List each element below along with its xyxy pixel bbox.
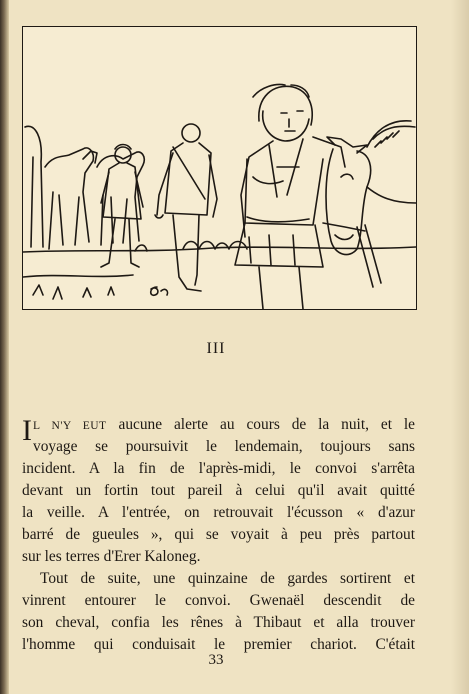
paragraph-1-line-6: barré de gueules », qui se voyait à peu près partout bbox=[22, 526, 415, 543]
paragraph-2-line-4: l'homme qui conduisait le premier chariot. C'était bbox=[22, 636, 415, 653]
paragraph-1-line-2: voyage se poursuivit le lendemain, toujours sans bbox=[33, 438, 415, 455]
paragraph-1-line-4: devant un fortin tout pareil à celui qu'il avait quitté bbox=[22, 482, 415, 499]
paragraph-1-line-1-rest: aucune alerte au cours de la nuit, et le bbox=[106, 416, 415, 433]
paragraph-1-line-7: sur les terres d'Erer Kaloneg. bbox=[22, 548, 201, 565]
chapter-title: III bbox=[206, 340, 226, 357]
paragraph-2-line-2: vinrent entourer le convoi. Gwenaël descendit de bbox=[22, 592, 415, 609]
page-number: 33 bbox=[208, 652, 224, 668]
chapter-illustration bbox=[22, 26, 417, 310]
paragraph-2-line-3: son cheval, confia les rênes à Thibaut et alla trouver bbox=[22, 614, 415, 631]
small-caps-opening: L N'Y EUT bbox=[33, 420, 107, 432]
paragraph-1-line-5: la veille. A l'entrée, on retrouvait l'écusson « d'azur bbox=[22, 504, 415, 521]
paragraph-2-line-1: Tout de suite, une quinzaine de gardes sortirent et bbox=[40, 570, 415, 587]
page-shadow bbox=[451, 0, 469, 694]
body-text bbox=[22, 414, 415, 656]
paragraph-1-line-3: incident. A la fin de l'après-midi, le convoi s'arrêta bbox=[22, 460, 415, 477]
illustration-knights-and-horses-icon bbox=[23, 27, 416, 309]
drop-cap: I bbox=[22, 414, 32, 447]
